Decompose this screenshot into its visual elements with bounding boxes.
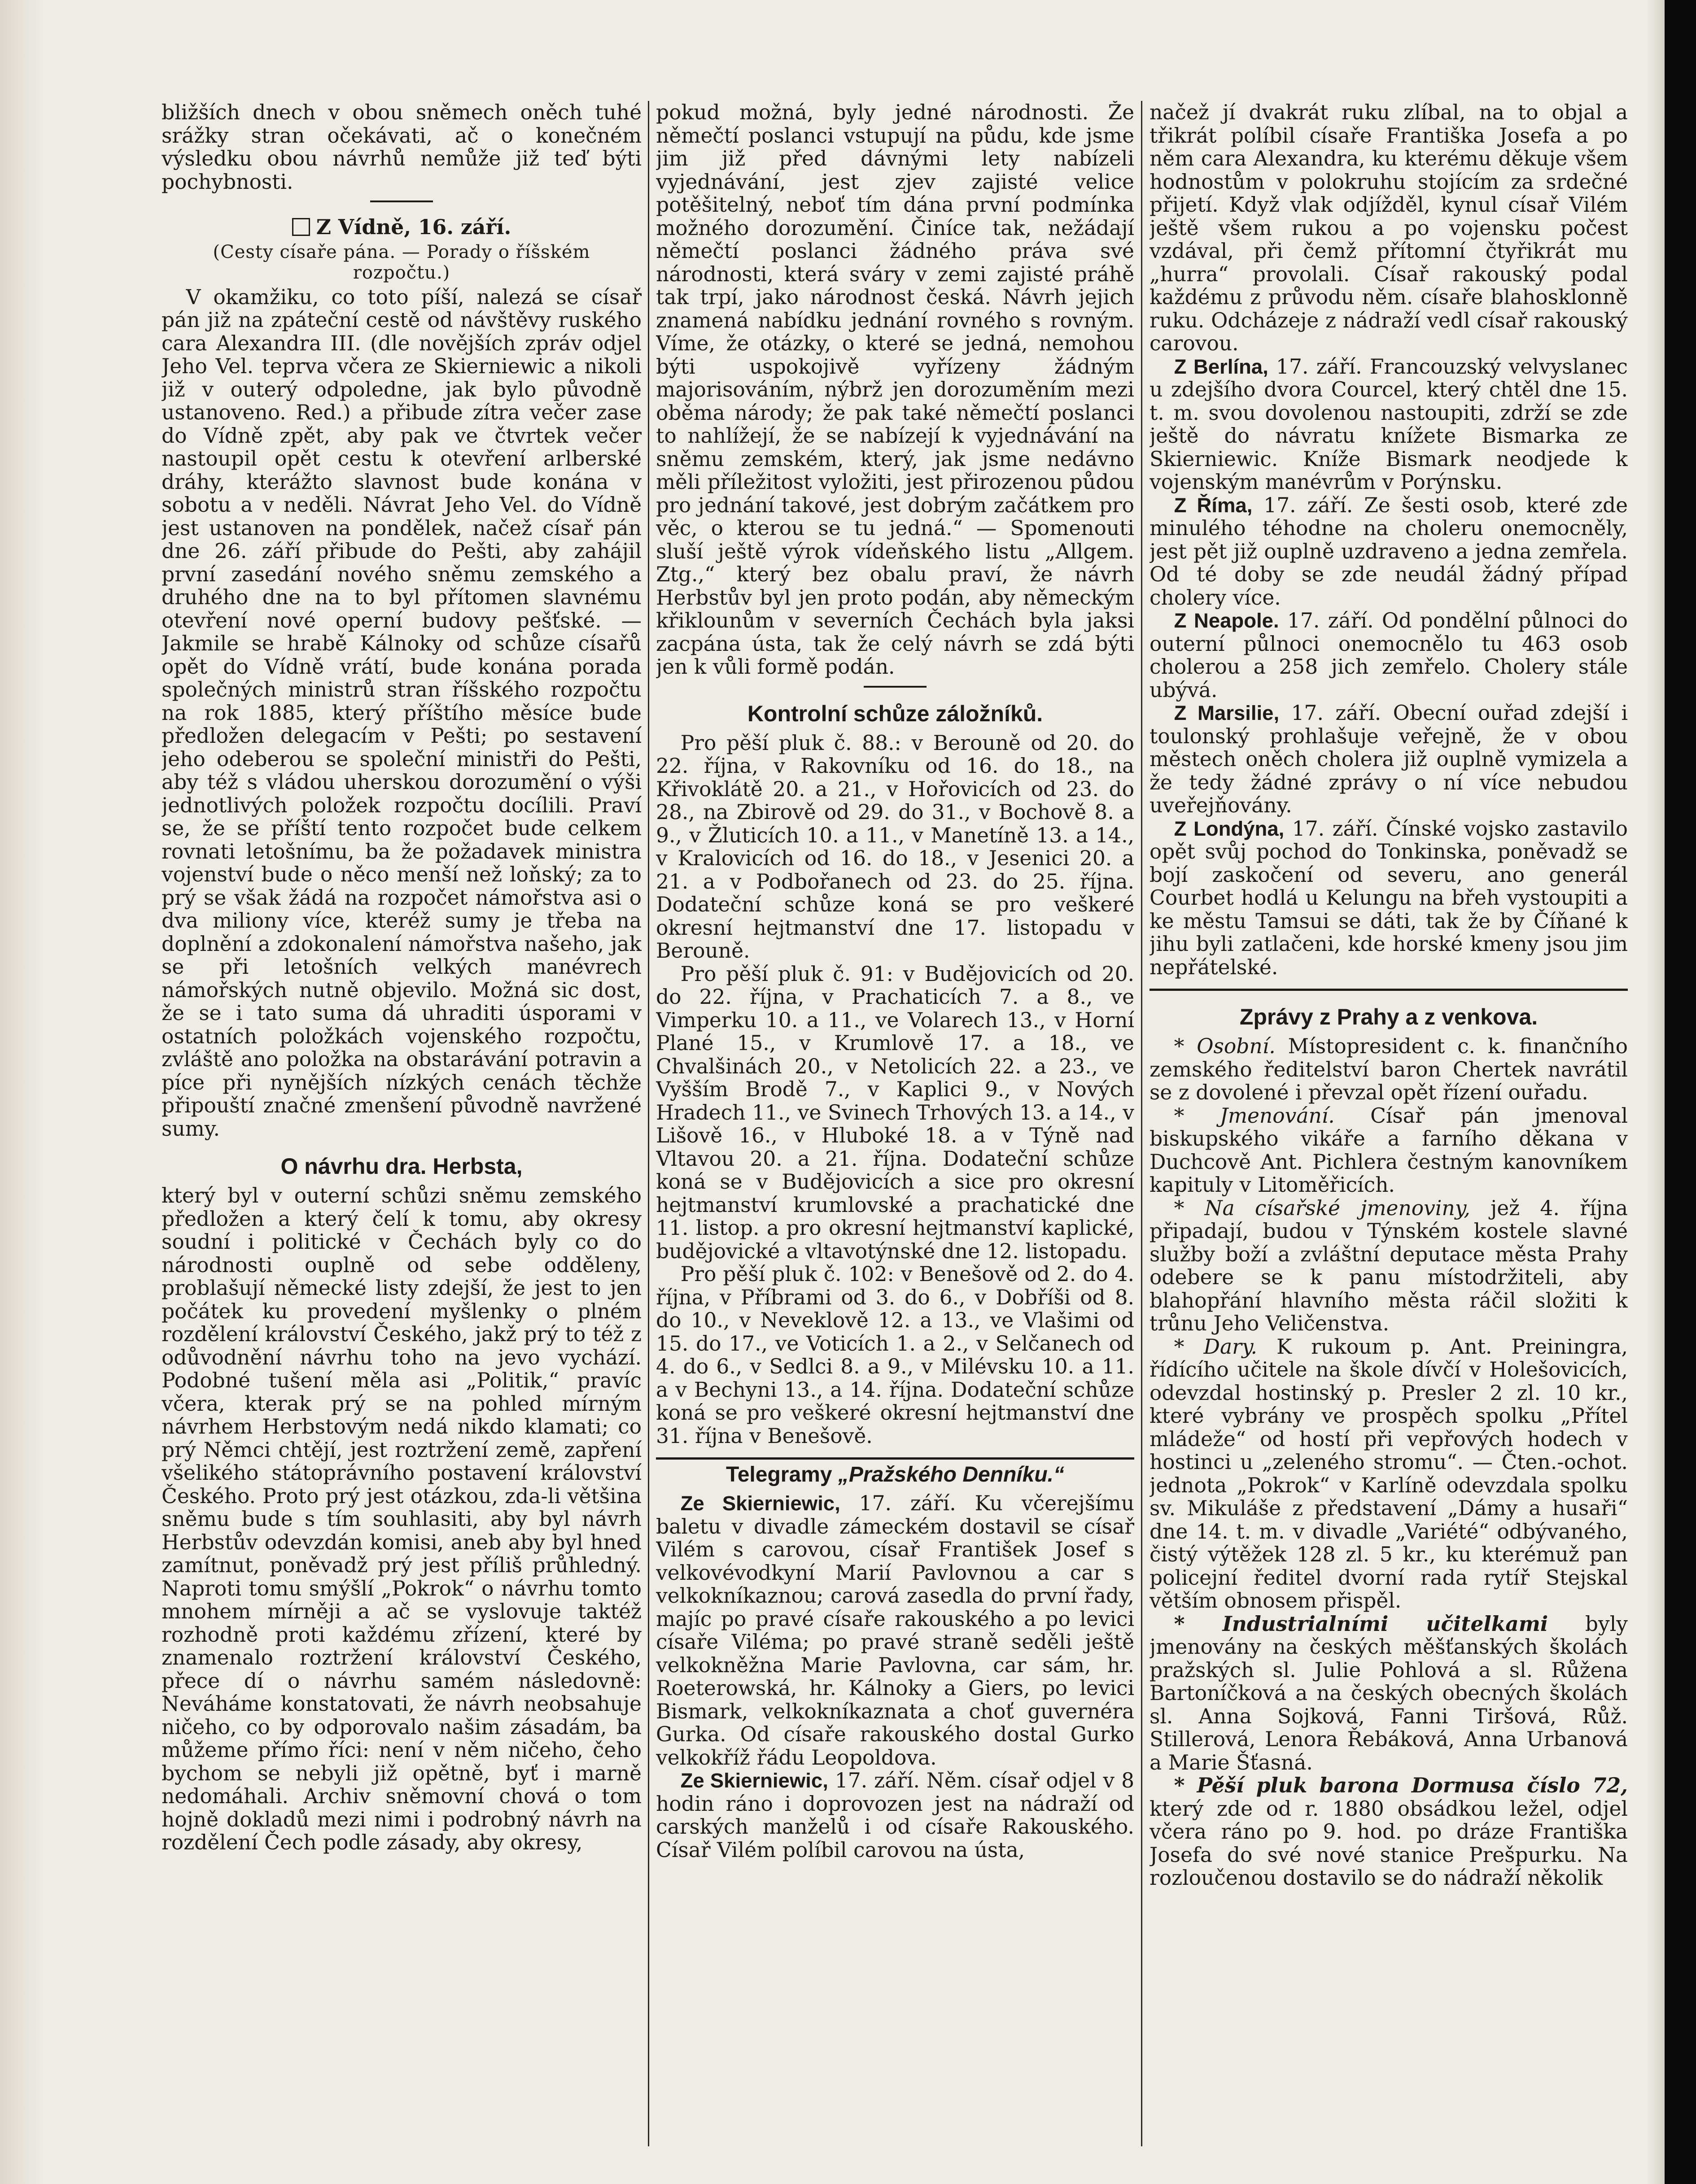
news-item <box>1150 1035 1628 1104</box>
telegram-paragraph <box>656 1492 1134 1769</box>
short-rule <box>864 686 927 688</box>
article-paragraph: který byl v outerní schůzi sněmu zemského předložen a který čelí k tomu, aby okresy soudní i politické v Čechách byly co do národnosti ouplně od sebe odděleny, problašují německé listy zdejší, že jest to jen počátek ku provedení myšlenky o plném rozdělení království Českého, jakž prý to též z odůvodnění návrhu toho na jevo vychází. Podobné tušení měla asi „Politik,“ pravíc včera, kterak prý se na pohled mírným návrhem Herbstovým nedá nikdo klamati; co prý Němci chtějí, jest roztržení země, zapření všelikého státoprávního postavení království Českého. Proto prý jest otázkou, zda-li většina sněmu bude s tím souhlasiti, aby byl návrh Herbstův odevzdán komisi, aneb aby byl hned zamítnut, poněvadž prý jest příliš průhledný. Naproti tomu smýšlí „Pokrok“ o návrhu tomto mnohem mírněji a ač se vyslovuje taktéž rozhodně proti každému zřízení, které by znamenalo roztržení království Českého, přece dí o návrhu samém následovně: Neváháme konstatovati, že návrh neobsahuje ničeho, co by odporovalo našim zásadám, ba můžeme přímo říci: není v něm ničeho, čeho bychom se nebyli již opětně, byť i marně nedomáhali. Archiv sněmovní chová o tom hojně dokladů mezi nimi i podrobný návrh na rozdělení Čech podle zásady, aby okresy, <box>162 1184 642 1854</box>
news-label: * Jmenování. <box>1174 1103 1335 1128</box>
telegram-paragraph <box>656 1769 1134 1861</box>
news-label: * Dary. <box>1174 1334 1257 1359</box>
column-3 <box>1150 101 1628 2146</box>
news-item <box>1150 1104 1628 1197</box>
news-text: byly jmenovány na českých měšťanských školách pražských sl. Julie Pohlová a sl. Růžena Bartoníčková a na českých obecných školách sl. Anna Sojková, Fanni Tiršová, Růž. Stillerová, Lenora Řebáková, Anna Urbanová a Marie Šťasná. <box>1150 1612 1628 1774</box>
page-left-margin <box>0 0 43 2184</box>
dateline-text: Z Vídně, 16. září. <box>316 215 511 239</box>
news-label: * Na císařské jmenoviny, <box>1174 1196 1470 1220</box>
article-paragraph: V okamžiku, co toto píší, nalezá se císař pán již na zpáteční cestě od návštěvy ruského cara Alexandra III. (dle novějších zpráv odjel Jeho Vel. teprva včera ze Skierniewic a nikoli již v outerý odpoledne, jak bylo původně ustanoveno. Red.) a přibude zítra večer zase do Vídně zpět, aby pak ve čtvrtek večer nastoupil opět cestu k otevření arlberské dráhy, kterážto slavnost bude konána v sobotu a v neděli. Návrat Jeho Vel. do Vídně jest ustanoven na pondělek, načež císař pán dne 26. září přibude do Pešti, aby zahájil první zasedání nového sněmu zemského a druhého dne na to byl přítomen slavnému otevření nové operní budovy pešťské. — Jakmile se hrabě Kálnoky od schůze císařů opět do Vídně vrátí, bude konána porada společných ministrů stran říšského rozpočtu na rok 1885, který příštího měsíce bude předložen delegacím v Pešti; po sestavení jeho odeberou se společní ministři do Pešti, aby též s vládou uherskou dorozumění o výši jednotlivých položek rozpočtu docílili. Praví se, že se příští tento rozpočet bude celkem rovnati letošnímu, ba že požadavek ministra vojenství bude o něco menší než loňský; za to prý se však žádá na rozpočet námořstva asi o dva miliony více, kteréž sumy je třeba na doplnění a zdokonalení námořstva našeho, jak se při letošních velkých manévrech námořských nutně objevilo. Možná sic dost, že se i tato suma dá uhraditi úsporami v ostatních položkách vojenského rozpočtu, zvláště ano položka na obstarávání potravin a píce při nynějších nízkých cenách těchže připouští značné zmenšení původně navržené sumy. <box>162 285 642 1141</box>
article-heading: O návrhu dra. Herbsta, <box>280 1154 523 1179</box>
telegram-paragraph <box>1150 817 1628 979</box>
news-label: * Pěší pluk barona Dormusa číslo 72, <box>1174 1773 1628 1797</box>
news-text: jež 4. října připadají, budou v Týnském kostele slavné služby boží a zvláštní deputace města Prahy odebere se k panu místodržiteli, aby blahopřání hlavního města ráčil složiti k trůnu Jeho Veličenstva. <box>1150 1196 1628 1335</box>
telegram-text: 17. září. Ze šesti osob, které zde minulého téhodne na choleru onemocněly, jest pět již ouplně uzdraveno a jedna zemřela. Od té doby se zde neudál žádný případ cholery více. <box>1150 493 1628 610</box>
news-text: Císař pán jmenoval biskupského vikáře a farního děkana v Duchcově Ant. Pichlera čestným kanovníkem kapituly v Litoměřicích. <box>1150 1103 1628 1197</box>
news-item <box>1150 1197 1628 1335</box>
telegram-paragraph: načež jí dvakrát ruku zlíbal, na to objal a třikrát políbil císaře Františka Josefa a po něm cara Alexandra, ku kterému děkuje všem hodnostům v polokruhu stojícím za srdečné přijetí. Když vlak odjížděl, kynul císař Vilém ještě všem rukou a po vojensku počest vzdával, při čemž přítomní čtyřikrát mu „hurra“ provolali. Císař rakouský podal každému z průvodu něm. císaře blahosklonně ruku. Odcházeje z nádraží vedl císař rakouský carovou. <box>1150 101 1628 355</box>
section-rule <box>1150 989 1628 991</box>
telegram-text: 17. září. Francouzský velvyslanec u zdejšího dvora Courcel, který chtěl dne 15. t. m. svou dovolenou nastoupiti, zdrží se zde ještě do návratu knížete Bismarka ze Skierniewic. Kníže Bismark neodjede k vojenským manévrům v Porýnsku. <box>1150 354 1628 494</box>
telegram-paragraph <box>1150 355 1628 494</box>
section-title-text: Telegramy <box>726 1463 832 1487</box>
article-paragraph: Pro pěší pluk č. 88.: v Berouně od 20. do 22. října, v Rakovníku od 16. do 18., na Křivoklátě 20. a 21., v Hořovicích od 23. do 28., na Zbirově od 29. do 31., v Bochově 8. a 9., v Žluticích 10. a 11., v Manetíně 13. a 14., v Kralovicích od 16. do 18., v Jesenici 20. a 21. a v Podbořanech od 23. do 25. října. Dodateční schůze koná se pro veškeré okresní hejtmanství dne 17. listopadu v Berouně. <box>656 731 1134 963</box>
dateline <box>162 216 642 239</box>
news-text: Místopresident c. k. finančního zemského ředitelství baron Chertek navrátil se z dovolené i převzal opět řízení ouřadu. <box>1150 1034 1628 1104</box>
telegram-paragraph <box>1150 609 1628 702</box>
news-label: * Osobní. <box>1174 1034 1276 1058</box>
article-paragraph: Pro pěší pluk č. 91: v Budějovicích od 20. do 22. října, v Prachaticích 7. a 8., ve Vimperku 10. a 11., ve Volarech 13., v Horní Plané 15., v Krumlově 17. a 18., ve Chvalšinách 20., v Netolicích 22. a 23., ve Vyšším Brodě 7., v Kaplici 9., v Nových Hradech 11., ve Svinech Trhových 13. a 14., v Lišově 16., v Hluboké 18. a v Týně nad Vltavou 20. a 21. října. Dodateční schůze koná se v Budějovicích a sice pro okresní hejtmanství krumlovské a prachatické dne 11. listop. a pro okresní hejtmanství kaplické, budějovické a vltavotýnské dne 12. listopadu. <box>656 962 1134 1263</box>
section-heading: Zprávy z Prahy a z venkova. <box>1239 1004 1538 1029</box>
section-title <box>656 1461 1134 1488</box>
page-right-shadow <box>1647 0 1665 2184</box>
news-item <box>1150 1335 1628 1613</box>
telegram-place: Z Marsilie, <box>1174 702 1280 724</box>
telegram-text: 17. září. Od pondělní půlnoci do outerní půlnoci onemocnělo tu 463 osob cholerou a 258 jich zemřelo. Cholery stále ubývá. <box>1150 609 1628 702</box>
telegram-place: Ze Skierniewic, <box>680 1492 840 1515</box>
news-item <box>1150 1774 1628 1890</box>
short-rule <box>370 201 433 202</box>
news-text: který zde od r. 1880 obsádkou ležel, odjel včera ráno po 9. hod. po dráze Františka Josefa do své nové stanice Prešpurku. Na rozloučenou dostavilo se do nádraží několik <box>1150 1796 1628 1890</box>
section-rule <box>656 1457 1134 1460</box>
telegram-place: Ze Skierniewic, <box>680 1769 828 1792</box>
article-subtitle: (Cesty císaře pána. — Porady o říšském rozpočtu.) <box>213 241 590 283</box>
column-rule-2 <box>1141 101 1142 2146</box>
telegram-paragraph <box>1150 494 1628 610</box>
telegram-text: 17. září. Obecní ouřad zdejší i toulonský prohlašuje veřejně, že v obou městech oněch cholera již ouplně vymizela a že tedy žádné zprávy o ní více nebudou uveřejňovány. <box>1150 701 1628 817</box>
column-rule-1 <box>648 101 649 2146</box>
telegram-paragraph <box>1150 702 1628 817</box>
news-item <box>1150 1613 1628 1774</box>
article-paragraph: pokud možná, byly jedné národnosti. Že němečtí poslanci vstupují na půdu, kde jsme jim již před dávnými lety nabízeli vyjednávání, jest zjev zajisté velice potěšitelný, neboť tím dána první podmínka možného dorozumění. Činíce tak, nežádají němečtí poslanci žádného práva své národnosti, která sváry v zemi zajisté práhě tak trpí, jako národnost česká. Návrh jejich znamená nabídku jednání rovného s rovným. Víme, že otázky, o které se jedná, nemohou býti uspokojivě vyřízeny žádným majorisováním, nýbrž jen dorozuměním mezi oběma národy; že pak také němečtí poslanci to nahlížejí, že se nabízejí k vyjednávání na sněmu zemském, který, jak jsme nedávno měli příležitost vyložiti, jest přirozenou půdou pro jednání takové, jest dobrým začátkem pro věc, o kterou se tu jedná.“ — Spomenouti sluší ještě výrok vídeňského listu „Allgem. Ztg.,“ který bez obalu praví, že návrh Herbstův byl jen proto podán, aby německým křiklounům v severních Čechách byla jaksi zacpána ústa, tak že celý návrh se zdá býti jen k vůli formě podán. <box>656 101 1134 679</box>
article-paragraph: Pro pěší pluk č. 102: v Benešově od 2. do 4. října, v Příbrami od 3. do 6., v Dobříši od 8. do 10., v Neveklově 12. a 13., ve Vlašimi od 15. do 17., ve Voticích 1. a 2., v Selčanech od 4. do 6., v Sedlci 8. a 9., v Milévsku 10. a 11. a v Bechyni 13., a 14. října. Dodateční schůze koná se pro veškeré okresní hejtmanství dne 31. října v Benešově. <box>656 1262 1134 1448</box>
telegram-place: Z Londýna, <box>1174 817 1285 840</box>
telegram-place: Z Říma, <box>1174 493 1253 517</box>
column-2 <box>656 101 1134 2146</box>
section-title-quoted: „Pražského Denníku.“ <box>838 1463 1065 1487</box>
column-1 <box>162 101 642 2146</box>
telegram-place: Z Berlína, <box>1174 355 1268 378</box>
article-paragraph: bližších dnech v obou sněmech oněch tuhé srážky stran očekávati, ač o konečném výsledku obou návrhů nemůže již teď býti pochybnosti. <box>162 101 642 194</box>
telegram-place: Z Neapole. <box>1174 609 1279 632</box>
news-text: K rukoum p. Ant. Preiningra, řídícího učitele na škole dívčí v Holešovicích, odevzdal hostinský p. Presler 2 zl. 10 kr., které vybrány ve prospěch spolku „Přítel mládeže“ od hostí při vepřových hodech v hostinci u „zeleného stromu“. — Čten.-ochot. jednota „Pokrok“ v Karlíně odevzdala spolku sv. Mikuláše z představení „Dámy a husaři“ dne 14. t. m. v divadle „Variété“ odbývaného, čistý výtěžek 128 zl. 5 kr., ku kterémuž pan policejní ředitel dvorní rada rytíř Stejskal větším obnosem přispěl. <box>1150 1334 1628 1613</box>
telegram-text: 17. září. Čínské vojsko zastavilo opět svůj pochod do Tonkinska, poněvadž se bojí zaskočení od severu, ano generál Courbet hodlá u Kelungu na břeh vystoupiti a ke městu Tamsui se dáti, tak že by Číňané k jihu byli zatlačeni, kde horské kmeny jsou jim nepřátelské. <box>1150 816 1628 979</box>
telegram-text: 17. září. Něm. císař odjel v 8 hodin ráno i doprovozen jest na nádraží od carských manželů i od císaře Rakouského. Císař Vilém políbil carovou na ústa, <box>656 1769 1134 1862</box>
scan-border <box>1665 0 1696 2184</box>
square-icon <box>292 218 310 236</box>
news-label: * Industrialními učitelkami <box>1174 1611 1548 1636</box>
article-heading: Kontrolní schůze záložníků. <box>747 701 1043 726</box>
telegram-text: 17. září. Ku včerejšímu baletu v divadle zámeckém dostavil se císař Vilém s carovou, císař František Josef s velkovévodkyní Marií Pavlovnou a car s velkokníkaznou; carová zasedla do první řady, majíc po pravé císaře rakouského a po levici císaře Viléma; po pravé straně seděli ještě velkokněžna Marie Pavlovna, car sám, hr. Roeterowská, hr. Kálnoky a Giers, po levici Bismark, velkokníkaznata a choť guvernéra Gurka. Od císaře rakouského dostal Gurko velkokříž řádu Leopoldova. <box>656 1491 1134 1770</box>
